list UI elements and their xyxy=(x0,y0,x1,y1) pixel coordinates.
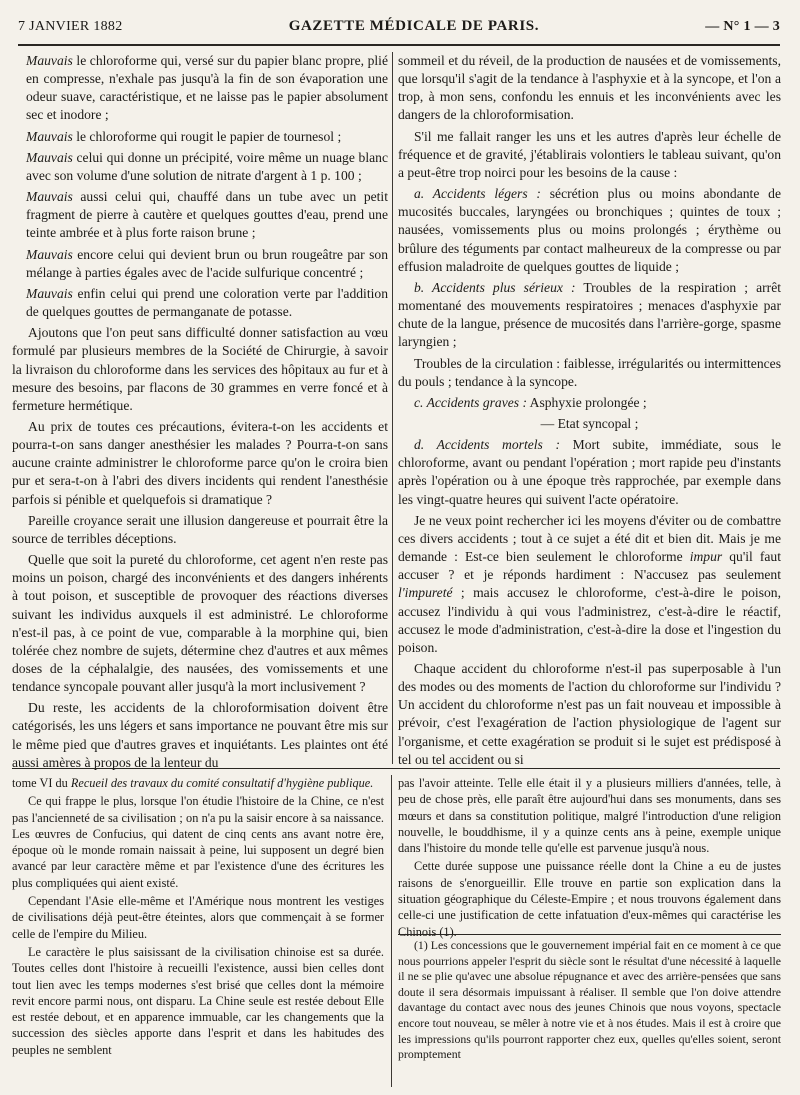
paragraph: Je ne veux point rechercher ici les moyens d'éviter ou de combattre ces divers accidents ; tout à ce sujet a été dit et bien dit. Mais je me demande : Est-ce bien seulement le chloroforme impur qu'il faut accuser ? et je réponds hardiment : N'accusez pas seulement l'impureté ; mais accusez le chloroforme, c'est-à-dire le poison, accusez l'individu à qui vous l'administrez, c'est-à-dire le réactif, accusez le mode d'administration, c'est-à-dire la dose et l'ingestion du poison. xyxy=(398,512,782,655)
accident-category-d: d. Accidents mortels : Mort subite, immédiate, sous le chloroforme, avant ou pendant l'opération ; mort rapide peu d'instants après l'opération ou à une époque très rapprochée, par exemple dans les vingt-quatre heures qui suivent l'acte opératoire. xyxy=(398,437,782,507)
paragraph: Cette durée suppose une puissance réelle dont la Chine a eu de justes raisons de s'enorgueillir. Elle trouve en partie son explication dans la situation géographique du Céleste-Empire ; et nous trouvons également dans celle-ci une justification de cette infatuation d'eux-mêmes qui caractérise les Chinois (1). xyxy=(398,859,781,939)
footnote-text: (1) Les concessions que le gouvernement impérial fait en ce moment à ce que nous pourrions appeler l'esprit du siècle sont le résultat d'une nécessité à laquelle il ne se plie qu'avec une absolue répugnance et avec des arrière-pensées que sans doute il sera désormais impuissant à réaliser. Il semble que l'on doive attendre davantage du contact avec nous des jeunes Chinois que nous voyons, spectacle encore tout nouveau, se mêler à notre vie et à nos études. Mais il est à croire que les impressions qu'ils pourront rapporter chez eux, quelles qu'elles soient, seront promptement xyxy=(398,938,781,1062)
paragraph: Du reste, les accidents de la chloroformisation doivent être catégorisés, les uns légers et sans importance ne pouvant être mis sur le même pied que d'autres graves et inquiétants. Les plaintes ont été aussi amères à propos de la lenteur du xyxy=(12,700,388,770)
column-divider xyxy=(391,775,392,1087)
paragraph: Troubles de la circulation : faiblesse, irrégularités ou intermittences du pouls ; tendance à la syncope. xyxy=(398,355,781,389)
issue-date: 7 JANVIER 1882 xyxy=(18,19,123,34)
paragraph: sommeil et du réveil, de la production de nausées et de vomissements, que lorsqu'il s'agit de la tendance à l'asphyxie et à la syncope, et l'on a trop, à mon sens, confondu les ennuis et les inconvénients avec les dangers de la chloroformisation. xyxy=(398,53,781,123)
section-divider xyxy=(12,768,780,769)
paragraph: Quelle que soit la pureté du chloroforme, cet agent n'en reste pas moins un poison, chargé des inconvénients et des dangers inhérents à tout poison, et susceptible de provoquer des réactions diverses suivant les individus auxquels il est administré. Le chloroforme n'est-il pas, à ce point de vue, comparable à la morphine qui, bien tolérée chez nombre de sujets, détermine chez d'autres et aux mêmes doses de la céphalalgie, des nausées, des vomissements et une tendance syncopale pouvant aller jusqu'à la mort inclusivement ? xyxy=(12,552,388,695)
paragraph: Ajoutons que l'on peut sans difficulté donner satisfaction au vœu formulé par plusieurs membres de la Société de Chirurgie, à savoir la livraison du chloroforme dans les services des hôpitaux au fur et à mesure des besoins, par flacons de 30 grammes en verre foncé et à fermeture hermétique. xyxy=(12,325,388,413)
paragraph: Mauvais enfin celui qui prend une coloration verte par l'addition de quelques gouttes de permanganate de potasse. xyxy=(26,285,388,320)
paragraph: Cependant l'Asie elle-même et l'Amérique nous montrent les vestiges de civilisations déjà peut-être éteintes, alors que commençait à se former celle de l'empire du Milieu. xyxy=(12,894,384,941)
column-divider xyxy=(392,52,393,764)
column-right-chine xyxy=(398,775,781,939)
paragraph: Pareille croyance serait une illusion dangereuse et pourrait être la source de terribles déceptions. xyxy=(12,512,388,546)
paragraph: Mauvais le chloroforme qui, versé sur du papier blanc propre, plié en compresse, n'exhale pas jusqu'à la fin de son évaporation une odeur suave, caractéristique, et ne laisse pas le papier absolument sec et inodore ; xyxy=(26,53,388,123)
paragraph: — Etat syncopal ; xyxy=(540,415,639,431)
column-left-chine xyxy=(12,775,384,1087)
column-right-chloroform xyxy=(398,52,782,767)
paragraph: S'il me fallait ranger les uns et les autres d'après leur échelle de fréquence et de gravité, j'établirais volontiers le tableau suivant, qu'on a peut-être trop noirci pour les besoins de la cause : xyxy=(398,128,781,180)
accident-category-b: b. Accidents plus sérieux : Troubles de la respiration ; arrêt momentané des mouvements respiratoires ; menaces d'asphyxie par chute de la langue, présence de mucosités dans l'arrière-gorge, spasme laryngien ; xyxy=(398,279,782,350)
page-header xyxy=(18,18,780,42)
header-rule xyxy=(18,44,780,46)
paragraph: Ce qui frappe le plus, lorsque l'on étudie l'histoire de la Chine, ce n'est pas l'ancienneté de sa civilisation ; on n'a pu la saisir encore à sa naissance. Les œuvres de Confucius, qui datent de cinq cents ans avant notre ère, époque où le monde romain naissait à peine, lui supposent un degré bien avancé par leur caractère même et par l'existence d'une des écritures les plus compliquées qui aient existé. xyxy=(12,794,384,890)
footnote xyxy=(398,938,781,1088)
paragraph: Chaque accident du chloroforme n'est-il pas superposable à l'un des modes ou des moments de l'action du chloroforme sur l'individu ? Un accident du chloroforme n'est pas un fait nouveau et impossible à prévoir, c'est l'exagération de l'action physiologique de l'agent sur l'organisme, et cette exagération se produit si le sujet est prédisposé à tel ou tel accident ou si xyxy=(398,661,781,767)
paragraph: Mauvais encore celui qui devient brun ou brun rougeâtre par son mélange à parties égales avec de l'acide sulfurique concentré ; xyxy=(26,246,388,280)
journal-title: GAZETTE MÉDICALE DE PARIS. xyxy=(288,18,540,34)
issue-number: — N° 1 — 3 xyxy=(705,19,780,34)
footnote-rule xyxy=(398,934,781,935)
accident-category-a: a. Accidents légers : sécrétion plus ou moins abondante de mucosités buccales, laryngées ou bronchiques ; quintes de toux ; nausées, vomissements plus ou moins prolongés ; érythème ou brûlure des téguments par contact malheureux de la compresse ou par effusion maladroite de quelques gouttes de liquide ; xyxy=(398,186,781,274)
paragraph: pas l'avoir atteinte. Telle elle était il y a plusieurs milliers d'années, telle, à peu de chose près, elle paraît être aujourd'hui dans ses monuments, dans ses mœurs et dans sa constitution politique, malgré l'introduction d'une religion nouvelle, le bouddhisme, il y a quinze cents ans à peine, exemple unique dans l'histoire du monde telle qu'elle est parvenue jusqu'à nous. xyxy=(398,776,781,856)
paragraph: Le caractère le plus saisissant de la civilisation chinoise est sa durée. Toutes celles dont l'histoire à recueilli l'existence, aussi bien celles dont tout lien avec les temps modernes s'est brisé que celles dont la mémoire revit encore parmi nous, ont disparu. La Chine seule est restée debout Elle est restée debout, et en apparence immuable, car les changements que la succession des siècles apporte dans l'esprit et dans les habitudes des peuples ne semblent xyxy=(12,944,384,1057)
paragraph: tome VI du Recueil des travaux du comité consultatif d'hygiène publique. xyxy=(12,776,374,790)
paragraph: Mauvais celui qui donne un précipité, voire même un nuage blanc avec son volume d'une solution de nitrate d'argent à 1 p. 100 ; xyxy=(26,149,388,183)
paragraph: Mauvais aussi celui qui, chauffé dans un tube avec un petit fragment de pierre à cautère et quelques gouttes d'eau, prend une teinte ambrée et à plus forte raison brune ; xyxy=(26,189,388,241)
paragraph: Au prix de toutes ces précautions, évitera-t-on les accidents et pourra-t-on sans danger anesthésier les malades ? Pourra-t-on sans aucune crainte administrer le chloroforme parce qu'on le croira bien pur et sera-t-on à l'abri des divers incidents qui rendent l'anesthésie parfois si pénible et quelquefois si dramatique ? xyxy=(12,418,388,507)
paragraph: Mauvais le chloroforme qui rougit le papier de tournesol ; xyxy=(26,128,342,144)
accident-category-c: c. Accidents graves : Asphyxie prolongée ; xyxy=(414,394,647,410)
column-left-chloroform xyxy=(12,52,388,770)
